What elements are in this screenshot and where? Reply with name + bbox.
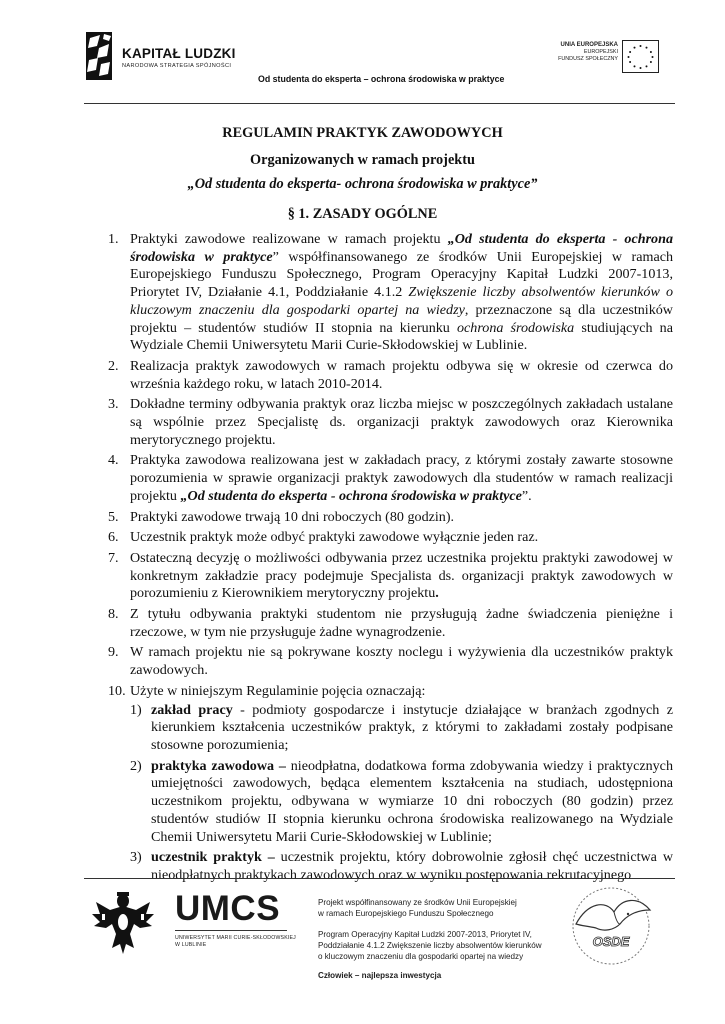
umcs-wordmark: UMCS bbox=[175, 889, 281, 928]
umcs-name-line-2: W LUBLINIE bbox=[175, 942, 207, 948]
definition-number: 1) bbox=[130, 701, 142, 718]
header-divider bbox=[84, 103, 675, 104]
kapital-ludzki-logo-icon bbox=[84, 30, 114, 82]
footer-line-5: o kluczowym znaczeniu dla gospodarki opartej na wiedzy bbox=[318, 952, 524, 962]
item-text: Z tytułu odbywania praktyki studentom nie przysługują żadne świadczenia pieniężne i rzeczowe, w tym nie przysługuje żadne wynagrodzenie. bbox=[130, 606, 673, 640]
item-number: 10. bbox=[108, 682, 126, 699]
item-number: 9. bbox=[108, 644, 119, 661]
item-text: Dokładne terminy odbywania praktyk oraz liczba miejsc w poszczególnych zakładach ustalane są wspólnie przez Specjalistę ds. organizacji praktyk zawodowych oraz Kierownika merytorycznego projektu. bbox=[130, 396, 673, 448]
list-item bbox=[108, 644, 673, 679]
section-heading: § 1. ZASADY OGÓLNE bbox=[287, 206, 438, 222]
footer-funding-info bbox=[318, 897, 542, 982]
eu-label bbox=[558, 42, 618, 64]
item-text: ” współfinansowanego ze środków Unii Europejskiej w ramach Europejskiego Funduszu Społecznego, Program Operacyjny Kapitał Ludzki 2007-1013, Priorytet IV, Działanie 4.1, Poddziałanie 4.1.2 bbox=[130, 248, 674, 301]
footer-line-1: Projekt współfinansowany ze środków Unii Europejskiej bbox=[318, 898, 517, 907]
item-text: Realizacja praktyk zawodowych w ramach projektu odbywa się w okresie od czerwca do września każdego roku, w latach 2010-2014. bbox=[130, 357, 673, 392]
item-number: 8. bbox=[108, 606, 119, 623]
osde-label: OSDE bbox=[592, 934, 630, 949]
list-item bbox=[108, 452, 673, 505]
list-item bbox=[108, 231, 673, 355]
item-number: 4. bbox=[108, 452, 119, 469]
header-project-title: Od studenta do eksperta – ochrona środowiska w praktyce bbox=[258, 74, 505, 84]
footer-line-2: w ramach Europejskiego Funduszu Społecznego bbox=[318, 909, 494, 919]
footer-line-4: Poddziałanie 4.1.2 Zwiększenie liczby absolwentów kierunków bbox=[318, 940, 542, 950]
item-text: ”. bbox=[521, 487, 532, 504]
list-item bbox=[108, 606, 673, 641]
page-header bbox=[0, 0, 725, 105]
list-item bbox=[108, 683, 673, 701]
item-text: Użyte w niniejszym Regulaminie pojęcia oznaczają: bbox=[130, 682, 426, 699]
umcs-name-line-1: UNIWERSYTET MARII CURIE-SKŁODOWSKIEJ bbox=[175, 935, 296, 941]
list-item bbox=[108, 509, 673, 527]
list-item bbox=[108, 550, 673, 603]
item-text: Praktyki zawodowe trwają 10 dni roboczych (80 godzin). bbox=[130, 508, 455, 525]
item-text: studiujących na Wydziale Chemii Uniwersytetu Marii Curie-Skłodowskiej w Lublinie. bbox=[130, 319, 673, 354]
footer-divider bbox=[84, 878, 675, 879]
item-text: Ostateczną decyzję o możliwości odbywania przez uczestnika projektu praktyki zawodowej w konkretnym zakładzie pracy podejmuje Specjalista ds. organizacji praktyk zawodowych w porozumieniu z Kierownikiem merytoryczny projektu bbox=[130, 549, 673, 602]
item-number: 7. bbox=[108, 549, 119, 566]
definition-item bbox=[108, 702, 673, 755]
definition-term: zakład pracy bbox=[151, 701, 233, 718]
eu-line-1: UNIA EUROPEJSKA bbox=[560, 42, 618, 48]
eu-flag-icon bbox=[622, 40, 659, 73]
item-text: , przeznaczone są dla uczestników projektu – studentów studiów II stopnia na kierunku bbox=[130, 301, 673, 336]
list-item bbox=[108, 529, 673, 547]
item-number: 1. bbox=[108, 231, 119, 247]
item-number: 2. bbox=[108, 357, 119, 374]
item-project-name: „Od studenta do eksperta - ochrona środowiska w praktyce bbox=[180, 487, 522, 504]
eu-line-2: EUROPEJSKI bbox=[583, 49, 618, 56]
item-measure-name: Zwiększenie liczby absolwentów kierunków o kluczowym znaczeniu dla gospodarki opartej na wiedzy bbox=[130, 284, 673, 318]
project-name: „Od studenta do eksperta- ochrona środowiska w praktyce” bbox=[187, 176, 538, 192]
definition-text: - podmioty gospodarcze i instytucje działające w branżach zgodnych z kierunkiem kształcenia uczestników praktyk, z którymi to zakładami zostały podpisane stosowne porozumienia; bbox=[151, 701, 673, 753]
footer-slogan: Człowiek – najlepsza inwestycja bbox=[318, 971, 442, 981]
definition-number: 2) bbox=[130, 757, 142, 774]
item-text: Praktyka zawodowa realizowana jest w zakładach pracy, z którymi zostały zawarte stosowne porozumienia w sprawie organizacji praktyk zawodowych dla studentów w ramach realizacji projektu bbox=[130, 452, 673, 504]
footer-line-3: Program Operacyjny Kapitał Ludzki 2007-2013, Priorytet IV, bbox=[318, 929, 532, 939]
definition-item bbox=[108, 849, 673, 884]
definition-text: uczestnik projektu, który dobrowolnie zgłosił chęć uczestnictwa w nieodpłatnych praktykach zawodowych oraz w wyniku postępowania rekrutacyjnego bbox=[151, 849, 674, 883]
item-text: Praktyki zawodowe realizowane w ramach projektu bbox=[130, 231, 448, 247]
item-project-name: „Od studenta do eksperta - ochrona środowiska w praktyce bbox=[130, 231, 673, 265]
umcs-underline bbox=[175, 930, 287, 931]
definition-text: nieodpłatna, dodatkowa forma zdobywania wiedzy i praktycznych umiejętności zawodowych, będąca elementem kształcenia na studiach, udostępniona uczestnikom projektu, odbywana w wymiarze 10 dni roboczych (80 godzin) przez studentów studiów II stopnia kierunku ochrona środowiska realizowanego na Wydziale Chemii Uniwersytetu Marii Curie-Skłodowskiej w Lublinie; bbox=[151, 757, 673, 845]
umcs-full-name bbox=[175, 935, 296, 949]
definition-term: uczestnik praktyk – bbox=[151, 849, 275, 866]
item-number: 3. bbox=[108, 396, 119, 413]
item-field-name: ochrona środowiska bbox=[456, 319, 575, 336]
document-title: REGULAMIN PRAKTYK ZAWODOWYCH bbox=[222, 125, 503, 141]
list-item bbox=[108, 396, 673, 449]
definition-item bbox=[108, 758, 673, 847]
list-item bbox=[108, 358, 673, 393]
eu-line-3: FUNDUSZ SPOŁECZNY bbox=[558, 56, 618, 63]
osde-logo-icon bbox=[566, 884, 656, 968]
item-text-end: . bbox=[435, 585, 439, 602]
item-number: 5. bbox=[108, 508, 119, 525]
definition-number: 3) bbox=[130, 849, 142, 866]
definition-term: praktyka zawodowa – bbox=[151, 757, 286, 774]
regulations-list bbox=[108, 231, 673, 888]
item-text: Uczestnik praktyk może odbyć praktyki zawodowe wyłącznie jeden raz. bbox=[130, 529, 539, 546]
logo-title: KAPITAŁ LUDZKI bbox=[122, 46, 236, 61]
item-number: 6. bbox=[108, 529, 119, 546]
item-text: W ramach projektu nie są pokrywane koszty noclegu i wyżywienia dla uczestników praktyk zawodowych. bbox=[130, 644, 673, 679]
logo-subtitle: NARODOWA STRATEGIA SPÓJNOŚCI bbox=[122, 63, 232, 69]
umcs-eagle-seal-icon bbox=[88, 888, 158, 958]
document-subtitle: Organizowanych w ramach projektu bbox=[250, 152, 475, 168]
